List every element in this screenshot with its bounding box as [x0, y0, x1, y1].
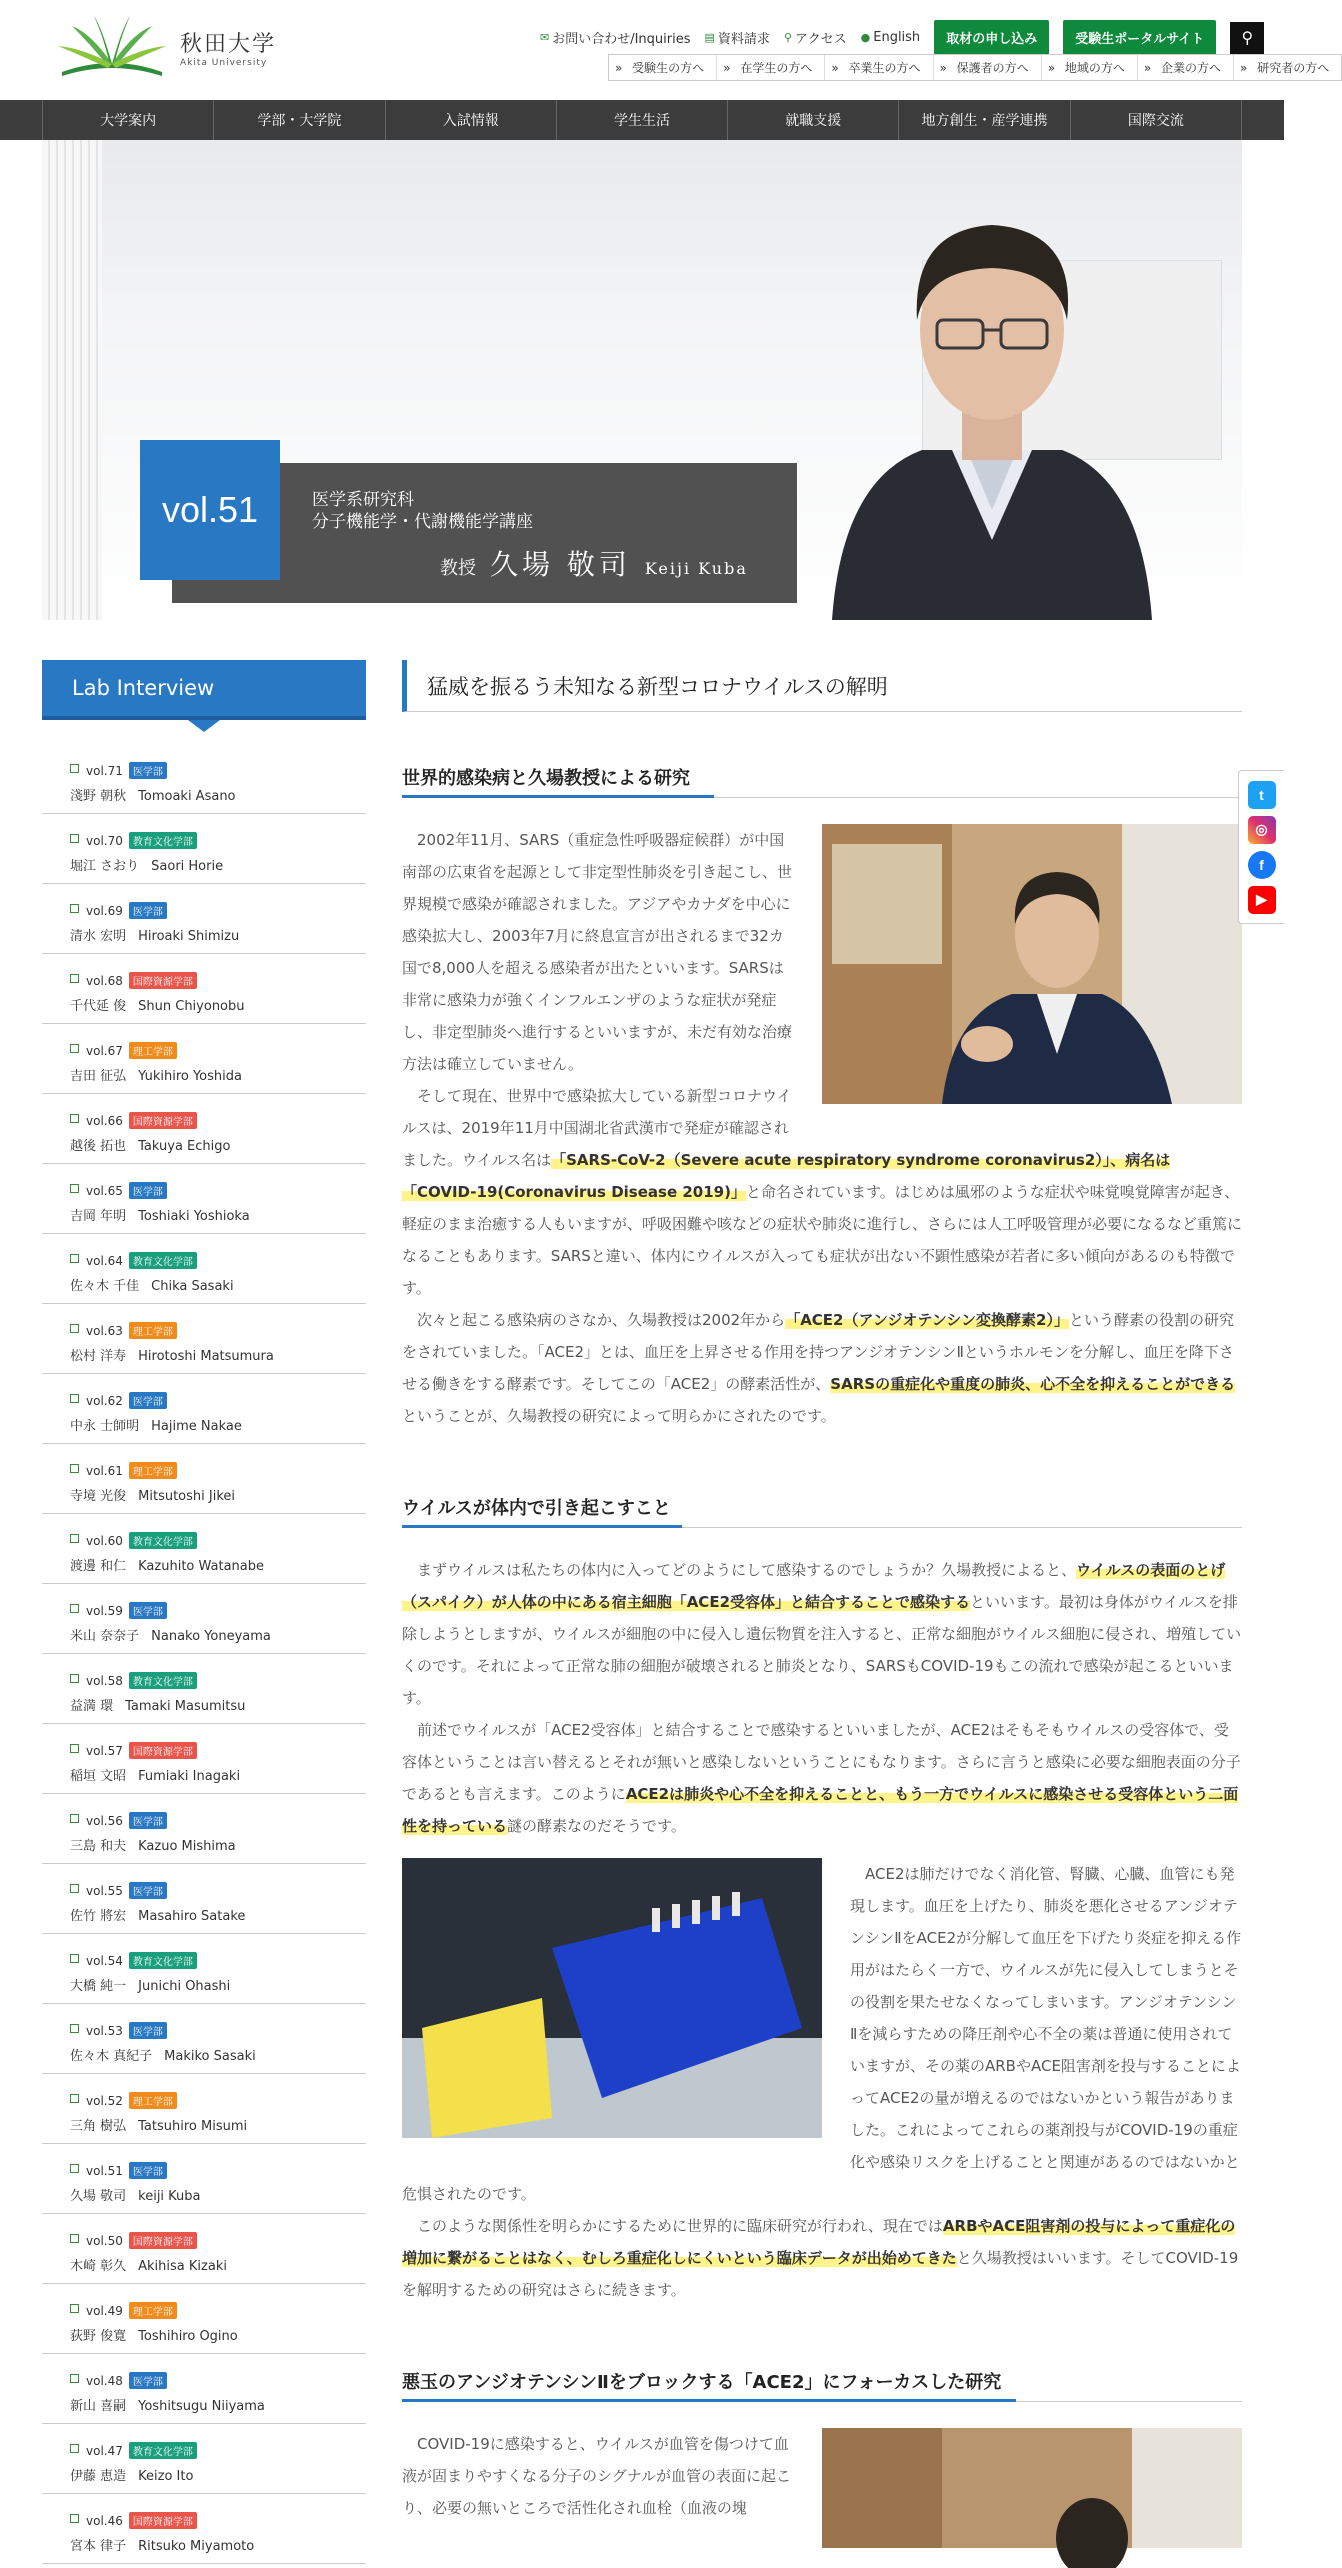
- interview-vol: vol.70: [86, 833, 123, 848]
- faculty-tag: 医学部: [129, 2022, 167, 2039]
- interview-photo: [822, 824, 1242, 1104]
- interviewee-name-en: keiji Kuba: [138, 2189, 201, 2204]
- global-nav: [0, 100, 1284, 140]
- interview-list-item[interactable]: [42, 1864, 366, 1934]
- hero-dept: 医学系研究科: [312, 490, 414, 510]
- interviewee-name-ja: 千代延 俊: [70, 999, 127, 1014]
- logo-icon: [52, 14, 172, 80]
- lab-photo: [402, 1858, 822, 2138]
- audience-link-applicants[interactable]: » 受験生の方へ: [609, 55, 717, 80]
- interviewee-name-ja: 三島 和夫: [70, 1839, 127, 1854]
- highlighted-text: 「ACE2（アンジオテンシン変換酵素2）」: [785, 1311, 1069, 1329]
- hero-lab: 分子機能学・代謝機能学講座: [312, 512, 533, 532]
- interview-list-item[interactable]: [42, 2284, 366, 2354]
- document-icon: ▤: [704, 31, 715, 44]
- interviewee-name-en: Mitsutoshi Jikei: [138, 1489, 236, 1504]
- bullet-icon: [70, 1604, 79, 1613]
- instagram-icon[interactable]: ◎: [1248, 816, 1276, 844]
- logo-name-en: Akita University: [180, 57, 268, 68]
- utility-links: [540, 20, 1264, 55]
- faculty-tag: 教育文化学部: [129, 1952, 197, 1969]
- faculty-tag: 教育文化学部: [129, 1252, 197, 1269]
- interviewee-name-ja: 淺野 朝秋: [70, 789, 127, 804]
- interviewee-name-ja: 木崎 彰久: [70, 2259, 127, 2274]
- volume-badge: vol.51: [140, 440, 280, 580]
- faculty-tag: 理工学部: [129, 1462, 177, 1479]
- bullet-icon: [70, 1394, 79, 1403]
- search-button[interactable]: [1230, 22, 1264, 54]
- interview-vol: vol.58: [86, 1673, 123, 1688]
- audience-link-parents[interactable]: » 保護者の方へ: [934, 55, 1042, 80]
- interview-vol: vol.60: [86, 1533, 123, 1548]
- bullet-icon: [70, 1464, 79, 1473]
- interview-list-item[interactable]: [42, 814, 366, 884]
- interview-list-item[interactable]: [42, 1374, 366, 1444]
- interviewee-name-en: Keizo Ito: [138, 2469, 194, 2484]
- faculty-tag: 教育文化学部: [129, 2442, 197, 2459]
- interview-vol: vol.47: [86, 2443, 123, 2458]
- hero-background-blinds: [42, 140, 102, 620]
- bullet-icon: [70, 974, 79, 983]
- interviewee-name-en: Saori Horie: [151, 859, 224, 874]
- interview-list-item[interactable]: [42, 1724, 366, 1794]
- interview-list-item[interactable]: [42, 2004, 366, 2074]
- section-heading: ウイルスが体内で引き起こすこと: [402, 1494, 1242, 1528]
- hero-banner: [42, 140, 1242, 620]
- interviewee-name-ja: 堀江 さおり: [70, 859, 140, 874]
- interviewee-name-ja: 新山 喜嗣: [70, 2399, 127, 2414]
- bullet-icon: [70, 2374, 79, 2383]
- interviewee-name-ja: 米山 奈奈子: [70, 1629, 140, 1644]
- faculty-tag: 国際資源学部: [129, 2512, 197, 2529]
- faculty-tag: 医学部: [129, 1882, 167, 1899]
- interviewee-name-ja: 中永 士師明: [70, 1419, 140, 1434]
- body-text: 次々と起こる感染病のさなか、久場教授は2002年から: [417, 1311, 786, 1329]
- interview-vol: vol.57: [86, 1743, 123, 1758]
- faculty-tag: 医学部: [129, 1812, 167, 1829]
- audience-links: [608, 54, 1342, 81]
- interviewee-name-ja: 吉田 征弘: [70, 1069, 127, 1084]
- body-text: ACE2は肺だけでなく消化管、腎臓、心臓、血管にも発現します。血圧を上げたり、肺炎を悪化させるアンジオテンシンⅡをACE2が分解して血圧を下げたり炎症を抑える作用がはたらく一方で、ウイルスが先に侵入してしまうとその役割を果たせなくなってしまいます。アンジオテンシンⅡを減らすための降圧剤や心不全の薬は普通に使用されていますが、その薬のARBやACE阻害剤を投与することによってACE2の量が増えるのではないかという報告がありました。これによってこれらの薬剤投与がCOVID-19の重症化や感染リスクを上げることと関連があるのではないかと危惧されたのです。: [402, 1865, 1242, 2203]
- paragraph: [402, 1554, 1242, 1714]
- inquiries-link[interactable]: ✉ お問い合わせ/Inquiries: [540, 31, 691, 47]
- interview-list-item[interactable]: [42, 744, 366, 814]
- interviewee-name-ja: 三角 樹弘: [70, 2119, 127, 2134]
- article: [402, 660, 1242, 2558]
- interviewee-name-en: Hiroaki Shimizu: [138, 929, 240, 944]
- body-text: このような関係性を明らかにするために世界的に臨床研究が行われ、現在では: [417, 2217, 943, 2235]
- interview-vol: vol.59: [86, 1603, 123, 1618]
- nav-faculties[interactable]: 学部・大学院: [213, 100, 384, 140]
- faculty-tag: 教育文化学部: [129, 1532, 197, 1549]
- bullet-icon: [70, 1044, 79, 1053]
- bullet-icon: [70, 2514, 79, 2523]
- interview-list-item[interactable]: [42, 1024, 366, 1094]
- highlighted-text: ARBやACE阻害剤の投与によって重症化の増加に繋がることはなく、むしろ重症化しにくいという臨床データが出始めてきた: [402, 2217, 1236, 2267]
- bullet-icon: [70, 1814, 79, 1823]
- interviewee-name-ja: 久場 敬司: [70, 2189, 127, 2204]
- bullet-icon: [70, 1254, 79, 1263]
- faculty-tag: 医学部: [129, 2372, 167, 2389]
- interviewee-name-en: Hirotoshi Matsumura: [138, 1349, 274, 1364]
- social-links: [1238, 770, 1284, 924]
- faculty-tag: 医学部: [129, 902, 167, 919]
- faculty-tag: 医学部: [129, 2162, 167, 2179]
- brochure-link[interactable]: ▤ 資料請求: [704, 31, 770, 47]
- bullet-icon: [70, 2024, 79, 2033]
- interview-list-item[interactable]: [42, 2144, 366, 2214]
- youtube-icon[interactable]: ▶: [1248, 886, 1276, 914]
- interviewee-name-en: Yukihiro Yoshida: [138, 1069, 242, 1084]
- nav-admissions[interactable]: 入試情報: [385, 100, 556, 140]
- interview-vol: vol.54: [86, 1953, 123, 1968]
- nav-career[interactable]: 就職支援: [727, 100, 898, 140]
- bullet-icon: [70, 2444, 79, 2453]
- interviewee-name-en: Yoshitsugu Niiyama: [138, 2399, 265, 2414]
- interviewee-name-en: Nanako Yoneyama: [151, 1629, 271, 1644]
- body-text: 前述でウイルスが「ACE2受容体」と結合することで感染するといいましたが、ACE2はそもそもウイルスの受容体で、受容体ということは言い替えるとそれが無いと感染しないということにもなります。さらに言うと感染に必要な細胞表面の分子であるとも言えます。このように: [402, 1721, 1241, 1803]
- interview-list-item[interactable]: [42, 2074, 366, 2144]
- interviewee-name-ja: 佐々木 千佳: [70, 1279, 140, 1294]
- faculty-tag: 理工学部: [129, 2092, 177, 2109]
- interview-vol: vol.69: [86, 903, 123, 918]
- interviewee-name-en: Ritsuko Miyamoto: [138, 2539, 255, 2554]
- interviewee-name-en: Toshihiro Ogino: [138, 2329, 238, 2344]
- interview-list-item[interactable]: [42, 1234, 366, 1304]
- hero-name-en: Keiji Kuba: [644, 559, 748, 578]
- interview-list-item[interactable]: [42, 1584, 366, 1654]
- nav-about[interactable]: 大学案内: [42, 100, 213, 140]
- bullet-icon: [70, 1744, 79, 1753]
- audience-link-researchers[interactable]: » 研究者の方へ: [1240, 61, 1330, 75]
- body-text: 謎の酵素なのだそうです。: [507, 1817, 686, 1835]
- faculty-tag: 国際資源学部: [129, 1742, 197, 1759]
- applicant-portal-button[interactable]: 受験生ポータルサイト: [1063, 20, 1216, 55]
- bullet-icon: [70, 2234, 79, 2243]
- interviewee-name-en: Junichi Ohashi: [138, 1979, 231, 1994]
- interview-vol: vol.68: [86, 973, 123, 988]
- interview-vol: vol.65: [86, 1183, 123, 1198]
- bullet-icon: [70, 2094, 79, 2103]
- search-icon: ⚲: [1241, 28, 1254, 47]
- nav-international[interactable]: 国際交流: [1070, 100, 1242, 140]
- highlighted-text: ウイルスの表面のとげ（スパイク）が人体の中にある宿主細胞「ACE2受容体」と結合することで感染する: [402, 1561, 1226, 1611]
- faculty-tag: 教育文化学部: [129, 832, 197, 849]
- interviewee-name-ja: 佐々木 真紀子: [70, 2049, 153, 2064]
- bullet-icon: [70, 2304, 79, 2313]
- sidebar-title-pointer: [188, 720, 220, 732]
- bullet-icon: [70, 834, 79, 843]
- bullet-icon: [70, 1184, 79, 1193]
- interviewee-name-ja: 宮本 律子: [70, 2539, 127, 2554]
- bullet-icon: [70, 1324, 79, 1333]
- bullet-icon: [70, 2164, 79, 2173]
- interview-list-item[interactable]: [42, 1444, 366, 1514]
- faculty-tag: 医学部: [129, 1602, 167, 1619]
- interviewee-name-ja: 大橋 純一: [70, 1979, 127, 1994]
- interview-vol: vol.46: [86, 2513, 123, 2528]
- facebook-icon[interactable]: f: [1248, 851, 1276, 879]
- interview-vol: vol.55: [86, 1883, 123, 1898]
- faculty-tag: 教育文化学部: [129, 1672, 197, 1689]
- interview-list: [42, 744, 366, 2564]
- section-heading: 悪玉のアンジオテンシンⅡをブロックする「ACE2」にフォーカスした研究: [402, 2368, 1242, 2402]
- paragraph: [402, 1304, 1242, 1432]
- paragraph: [402, 2210, 1242, 2306]
- interviewee-name-en: Tatsuhiro Misumi: [138, 2119, 248, 2134]
- interview-vol: vol.67: [86, 1043, 123, 1058]
- interview-vol: vol.53: [86, 2023, 123, 2038]
- faculty-tag: 理工学部: [129, 2302, 177, 2319]
- bullet-icon: [70, 904, 79, 913]
- body-text: と久場教授はいいます。そしてCOVID-19を解明するための研究はさらに続きます。: [402, 2249, 1239, 2299]
- interviewee-name-en: Takuya Echigo: [138, 1139, 231, 1154]
- bullet-icon: [70, 1674, 79, 1683]
- section-heading: 世界的感染病と久場教授による研究: [402, 764, 1242, 798]
- interview-list-item[interactable]: [42, 884, 366, 954]
- interviewee-name-en: Masahiro Satake: [138, 1909, 246, 1924]
- interviewee-name-en: Shun Chiyonobu: [138, 999, 245, 1014]
- interview-list-item[interactable]: [42, 1094, 366, 1164]
- interviewee-name-ja: 渡邊 和仁: [70, 1559, 127, 1574]
- interviewee-name-ja: 清水 宏明: [70, 929, 127, 944]
- interview-list-item[interactable]: [42, 1654, 366, 1724]
- audience-link-students[interactable]: » 在学生の方へ: [717, 55, 825, 80]
- lab-interview-sidebar: [42, 660, 366, 2564]
- body-text: COVID-19に感染すると、ウイルスが血管を傷つけて血液が固まりやすくなる分子のシグナルが血管の表面に起こり、必要の無いところで活性化され血栓（血液の塊: [402, 2435, 791, 2517]
- body-text: という酵素の役割の研究をされていました。「ACE2」とは、血圧を上昇させる作用を持つアンジオテンシンⅡというホルモンを分解し、血圧を降下させる働きをする酵素です。そしてこの「ACE2」の酵素活性が、: [402, 1311, 1234, 1393]
- interviewee-name-en: Tomoaki Asano: [138, 789, 236, 804]
- interview-vol: vol.63: [86, 1323, 123, 1338]
- faculty-tag: 医学部: [129, 1392, 167, 1409]
- body-text: と命名されています。はじめは風邪のような症状や味覚嗅覚障害が起き、軽症のまま治癒する人もいますが、呼吸困難や咳などの症状や肺炎に進行し、さらには人工呼吸管理が必要になるなど重篤になることもあります。SARSと違い、体内にウイルスが入っても症状が出ない不顕性感染が若者に多い傾向があるのも特徴です。: [402, 1183, 1243, 1297]
- interview-vol: vol.61: [86, 1463, 123, 1478]
- interviewee-name-en: Kazuo Mishima: [138, 1839, 236, 1854]
- body-text: そして現在、世界中で感染拡大している新型コロナウイルスは、2019年11月中国湖北省武漢市で発症が確認されました。ウイルス名は: [402, 1087, 792, 1169]
- faculty-tag: 理工学部: [129, 1322, 177, 1339]
- bullet-icon: [70, 1954, 79, 1963]
- interview-list-item[interactable]: [42, 1794, 366, 1864]
- interview-vol: vol.56: [86, 1813, 123, 1828]
- article-title: 猛威を振るう未知なる新型コロナウイルスの解明: [402, 660, 1242, 712]
- coverage-request-button[interactable]: 取材の申し込み: [934, 20, 1049, 55]
- interviewee-name-ja: 稲垣 文昭: [70, 1769, 127, 1784]
- interview-list-item[interactable]: [42, 2354, 366, 2424]
- body-text: まずウイルスは私たちの体内に入ってどのようにして感染するのでしょうか？久場教授によると、: [417, 1561, 1077, 1579]
- body-text: 2002年11月、SARS（重症急性呼吸器症候群）が中国南部の広東省を起源として非定型性肺炎を引き起こし、世界規模で感染が確認されました。アジアやカナダを中心に感染拡大し、2003年7月に終息宣言が出されるまで32カ国で8,000人を超える感染者が出たといいます。SARSは非常に感染力が強くインフルエンザのような症状が発症し、非定型肺炎へ進行するといいますが、未だ有効な治療方法は確立していません。: [402, 831, 793, 1073]
- highlighted-text: SARSの重症化や重度の肺炎、心不全を抑えることができる: [830, 1375, 1236, 1393]
- interviewee-name-ja: 佐竹 將宏: [70, 1909, 127, 1924]
- logo-name-ja: 秋田大学: [180, 31, 277, 57]
- bullet-icon: [70, 764, 79, 773]
- interview-vol: vol.50: [86, 2233, 123, 2248]
- interview-vol: vol.66: [86, 1113, 123, 1128]
- interviewee-name-ja: 伊藤 恵造: [70, 2469, 127, 2484]
- university-logo[interactable]: [52, 14, 276, 80]
- sidebar-title: Lab Interview: [42, 660, 366, 720]
- interviewee-name-en: Akihisa Kizaki: [138, 2259, 227, 2274]
- highlighted-text: ACE2は肺炎や心不全を抑えることと、もう一方でウイルスに感染させる受容体という二面性を持っている: [402, 1785, 1239, 1835]
- faculty-tag: 医学部: [129, 1182, 167, 1199]
- paragraph: [402, 1080, 1242, 1304]
- interviewee-name-en: Hajime Nakae: [151, 1419, 242, 1434]
- interviewee-name-ja: 越後 拓也: [70, 1139, 127, 1154]
- professor-portrait: [802, 180, 1182, 620]
- english-link[interactable]: ● English: [860, 30, 921, 45]
- mail-icon: ✉: [540, 31, 550, 44]
- interview-vol: vol.49: [86, 2303, 123, 2318]
- paragraph: [402, 1714, 1242, 1842]
- highlighted-text: 「SARS-CoV-2（Severe acute respiratory syndrome coronavirus2）」、病名は「COVID-19(Coronavirus Disease 2019)」: [402, 1151, 1171, 1201]
- interviewee-name-ja: 松村 洋寿: [70, 1349, 127, 1364]
- faculty-tag: 国際資源学部: [129, 1112, 197, 1129]
- interview-vol: vol.51: [86, 2163, 123, 2178]
- interviewee-name-en: Kazuhito Watanabe: [138, 1559, 265, 1574]
- interview-list-item[interactable]: [42, 954, 366, 1024]
- interview-list-item[interactable]: [42, 1304, 366, 1374]
- site-header: [0, 0, 1330, 100]
- hero-name-ja: 久場 敬司: [490, 548, 631, 581]
- interview-list-item[interactable]: [42, 1164, 366, 1234]
- interview-list-item[interactable]: [42, 2494, 366, 2564]
- hero-rank: 教授: [440, 558, 476, 579]
- interview-vol: vol.71: [86, 763, 123, 778]
- faculty-tag: 国際資源学部: [129, 2232, 197, 2249]
- interviewee-name-ja: 荻野 俊寛: [70, 2329, 127, 2344]
- faculty-tag: 医学部: [129, 762, 167, 779]
- interviewee-name-en: Makiko Sasaki: [164, 2049, 256, 2064]
- audience-link-alumni[interactable]: » 卒業生の方へ: [825, 55, 933, 80]
- twitter-icon[interactable]: t: [1248, 781, 1276, 809]
- interview-list-item[interactable]: [42, 2424, 366, 2494]
- bullet-icon: [70, 1884, 79, 1893]
- interviewee-name-en: Toshiaki Yoshioka: [138, 1209, 250, 1224]
- interview-vol: vol.64: [86, 1253, 123, 1268]
- interview-photo-2: [822, 2428, 1242, 2548]
- faculty-tag: 理工学部: [129, 1042, 177, 1059]
- audience-link-companies[interactable]: » 企業の方へ: [1138, 55, 1234, 80]
- interviewee-name-ja: 寺境 光俊: [70, 1489, 127, 1504]
- body-text: ということが、久場教授の研究によって明らかにされたのです。: [402, 1407, 836, 1425]
- interviewee-name-ja: 益満 環: [70, 1699, 114, 1714]
- interview-vol: vol.52: [86, 2093, 123, 2108]
- body-text: といいます。最初は身体がウイルスを排除しようとしますが、ウイルスが細胞の中に侵入し遺伝物質を注入すると、正常な細胞がウイルス細胞に侵され、増殖していくのです。それによって正常な肺の細胞が破壊されると肺炎となり、SARSもCOVID-19もこの流れで感染が起こるといいます。: [402, 1593, 1242, 1707]
- interview-list-item[interactable]: [42, 1934, 366, 2004]
- interview-vol: vol.48: [86, 2373, 123, 2388]
- audience-link-community[interactable]: » 地域の方へ: [1042, 55, 1138, 80]
- interviewee-name-en: Chika Sasaki: [151, 1279, 234, 1294]
- globe-icon: ●: [860, 31, 871, 44]
- bullet-icon: [70, 1114, 79, 1123]
- interviewee-name-en: Fumiaki Inagaki: [138, 1769, 241, 1784]
- map-pin-icon: ⚲: [783, 31, 792, 44]
- bullet-icon: [70, 1534, 79, 1543]
- interview-list-item[interactable]: [42, 2214, 366, 2284]
- interviewee-name-ja: 吉岡 年明: [70, 1209, 127, 1224]
- interviewee-name-en: Tamaki Masumitsu: [125, 1699, 246, 1714]
- faculty-tag: 国際資源学部: [129, 972, 197, 989]
- nav-student-life[interactable]: 学生生活: [556, 100, 727, 140]
- interview-vol: vol.62: [86, 1393, 123, 1408]
- access-link[interactable]: ⚲ アクセス: [783, 31, 847, 47]
- nav-regional[interactable]: 地方創生・産学連携: [898, 100, 1069, 140]
- interview-list-item[interactable]: [42, 1514, 366, 1584]
